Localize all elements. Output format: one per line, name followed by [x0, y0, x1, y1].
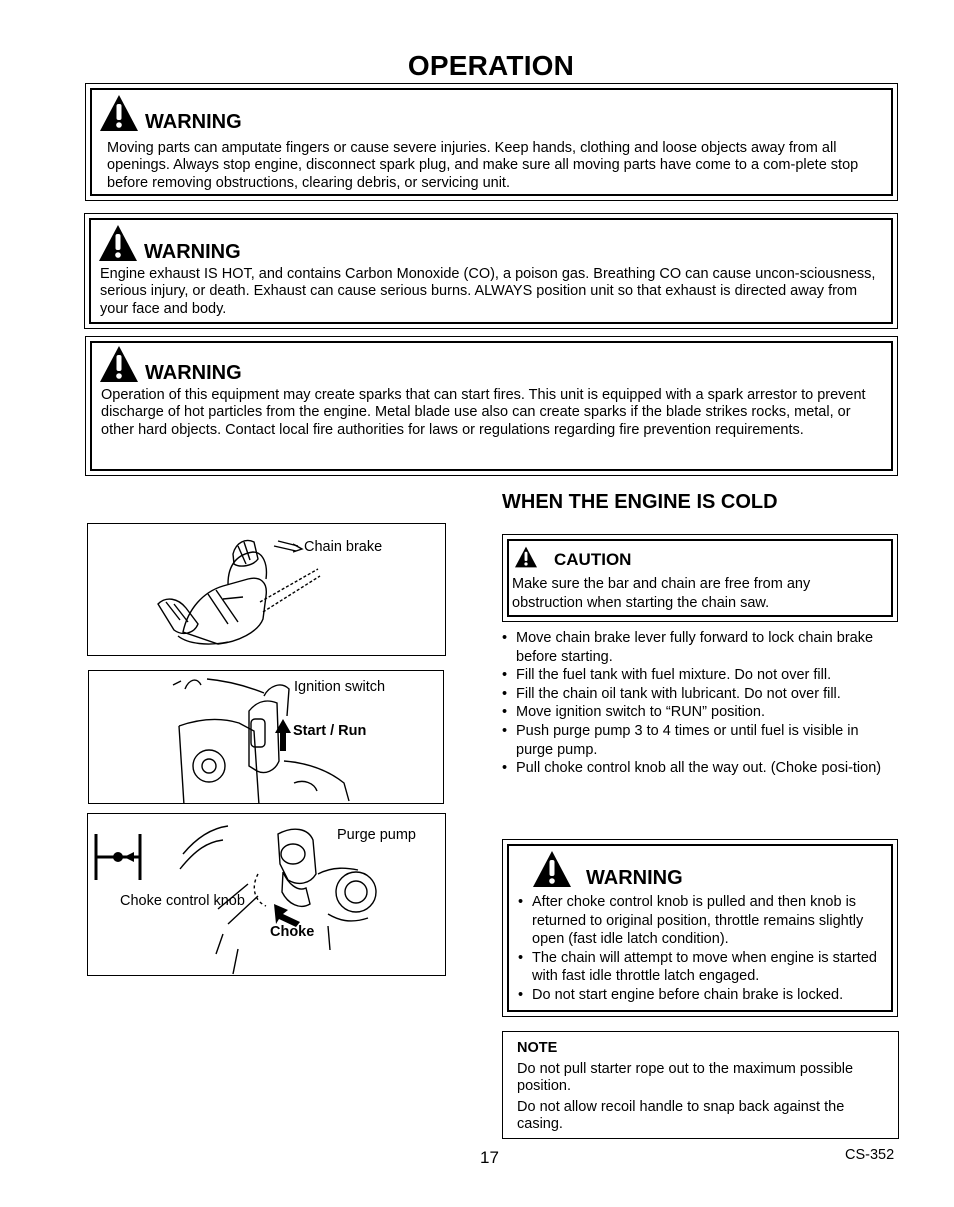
list-item: • Fill the fuel tank with fuel mixture. Do not over fill.: [502, 666, 892, 685]
ignition-switch-label: Ignition switch: [294, 679, 386, 695]
warning-title: WARNING: [145, 362, 242, 384]
list-item: • Pull choke control knob all the way out. (Choke posi-tion): [502, 759, 892, 778]
warning-box-sparks: [85, 336, 898, 476]
list-item: • Move ignition switch to “RUN” position.: [502, 703, 892, 722]
note-title: NOTE: [517, 1040, 558, 1056]
section-title: WHEN THE ENGINE IS COLD: [502, 491, 778, 513]
purge-pump-label: Purge pump: [337, 827, 416, 843]
figure-ignition-switch: [88, 670, 444, 804]
note-paragraph: Do not allow recoil handle to snap back against the casing.: [517, 1099, 845, 1132]
warning-box-fast-idle: [502, 839, 898, 1017]
warning-text: Operation of this equipment may create sparks that can start fires. This unit is equipped with a spark arrestor to prevent discharge of hot particles from the engine. Metal blade use also can create sparks if the blade strikes rocks, metal, or other hard objects. Contact local fire authorities for laws or regulations regarding fire prevention requirements.: [101, 387, 866, 438]
warning-title: WARNING: [586, 867, 683, 889]
warning-triangle-icon: [532, 850, 572, 888]
page-number: 17: [480, 1148, 499, 1167]
list-item: • Push purge pump 3 to 4 times or until fuel is visible in purge pump.: [502, 722, 892, 759]
ignition-switch-illustration: [89, 671, 444, 804]
list-item: • After choke control knob is pulled and then knob is returned to original position, throttle remains slightly open (fast idle latch condition).: [518, 893, 878, 949]
warning-triangle-icon: [98, 224, 138, 262]
choke-control-knob-label: Choke control knob: [120, 893, 245, 909]
caution-box: [502, 534, 898, 622]
caution-triangle-icon: [514, 546, 538, 568]
figure-choke-purge: [87, 813, 446, 976]
warning-text: Moving parts can amputate fingers or cause severe injuries. Keep hands, clothing and loose objects away from all openings. Always stop engine, disconnect spark plug, and make sure all moving parts have come to a com-plete stop before removing obstructions, clearing debris, or servicing unit.: [107, 140, 859, 191]
warning-bullets: [518, 893, 878, 1005]
list-item: • Fill the chain oil tank with lubricant. Do not over fill.: [502, 685, 892, 704]
chain-brake-label: Chain brake: [304, 539, 383, 555]
model-code: CS-352: [845, 1147, 895, 1163]
warning-box-moving-parts: [85, 83, 898, 201]
warning-box-exhaust: [84, 213, 898, 329]
note-paragraph: Do not pull starter rope out to the maximum possible position.: [517, 1061, 854, 1094]
choke-label: Choke: [270, 924, 315, 940]
caution-text: Make sure the bar and chain are free from any obstruction when starting the chain saw.: [512, 576, 811, 611]
caution-title: CAUTION: [554, 550, 632, 569]
warning-triangle-icon: [99, 94, 139, 132]
list-item: • Do not start engine before chain brake is locked.: [518, 986, 878, 1005]
note-text: [517, 1061, 887, 1132]
start-run-label: Start / Run: [293, 723, 367, 739]
cold-start-steps: [502, 629, 892, 778]
list-item: • Move chain brake lever fully forward to lock chain brake before starting.: [502, 629, 892, 666]
warning-triangle-icon: [99, 345, 139, 383]
warning-title: WARNING: [144, 241, 241, 263]
warning-text: Engine exhaust IS HOT, and contains Carbon Monoxide (CO), a poison gas. Breathing CO can cause uncon-sciousness, serious injury, or death. Exhaust can cause serious burns. ALWAYS position unit so that exhaust is directed away from your face and body.: [100, 266, 876, 317]
page-title: OPERATION: [407, 50, 575, 81]
note-box: [502, 1031, 899, 1139]
figure-chain-brake: [87, 523, 446, 656]
list-item: • The chain will attempt to move when engine is started with fast idle throttle latch engaged.: [518, 949, 878, 986]
warning-title: WARNING: [145, 111, 242, 133]
chain-saw-illustration: [88, 524, 446, 656]
